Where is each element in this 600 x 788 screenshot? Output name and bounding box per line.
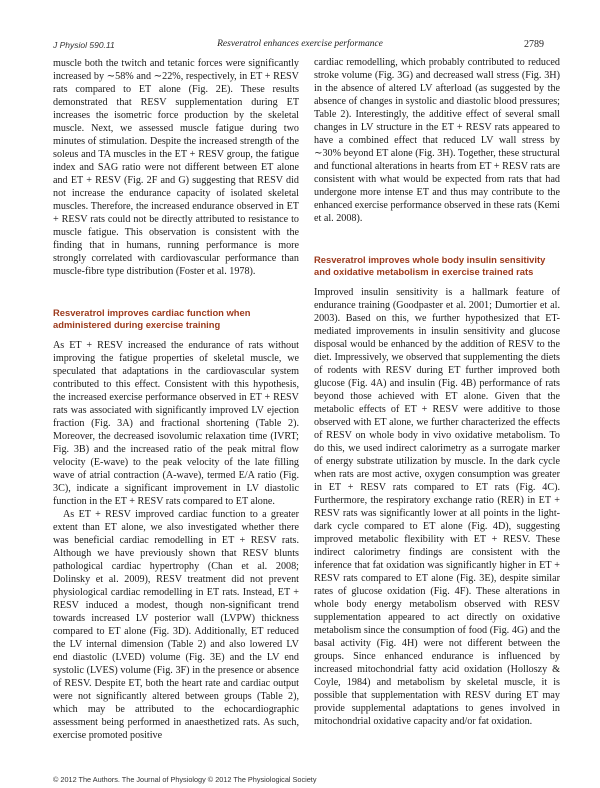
right-column [314,56,560,728]
page-number: 2789 [524,39,544,50]
left-column [53,57,299,742]
journal-citation: J Physiol 590.11 [53,40,115,50]
copyright-footer: © 2012 The Authors. The Journal of Physiology © 2012 The Physiological Society [53,775,317,784]
paragraph: muscle both the twitch and tetanic forces were significantly increased by ∼58% and ∼22%, respectively, in ET + RESV rats compared to ET alone (Fig. 2E). These results demonstrated that RESV supplementation during ET increases the isometric force production by the skeletal muscle. Next, we assessed muscle fatigue during two minutes of stimulation. Despite the increased strength of the soleus and TA muscles in the ET + RESV group, the fatigue index and SAG ratio were not different between ET alone and ET + RESV (Fig. 2F and G) suggesting that RESV did not increase the endurance capacity of isolated skeletal muscles. Therefore, the increased endurance observed in ET + RESV rats could not be directly attributed to resistance to muscle fatigue. This observation is consistent with the finding that in humans, running performance is more strongly correlated with cardiovascular performance than muscle-fibre type distribution (Foster et al. 1978). [53,58,299,277]
paragraph: Improved insulin sensitivity is a hallmark feature of endurance training (Goodpaster et al. 2001; Dumortier et al. 2003). Based on this, we further hypothesized that ET-mediated improvements in insulin sensitivity and glucose disposal would be enhanced by the addition of RESV to the diet. Impressively, we observed that supplementing the diets of rodents with RESV during ET further improved both glucose (Fig. 4A) and insulin (Fig. 4B) performance of rats beyond those achieved with ET alone. Given that the metabolic effects of ET + RESV were additive to those observed with ET alone, we further characterized the effects of RESV on whole body in vivo oxidative metabolism. To do this, we used indirect calorimetry as a surrogate marker of energy substrate utilization by muscle. In the dark cycle when rats are most active, oxygen consumption was greater in ET + RESV rats compared to ET rats (Fig. 4C). Furthermore, the respiratory exchange ratio (RER) in ET + RESV rats was significantly lower at all points in the light-dark cycle compared to ET alone (Fig. 4D), suggesting improved metabolic flexibility with ET + RESV. These indirect calorimetry findings are consistent with the inference that fat oxidation was significantly higher in ET + RESV rats compared to ET alone (Fig. 3E), despite similar rates of glucose oxidation (Fig. 4F). These alterations in whole body energy metabolism observed with RESV supplementation appeared to act directly on oxidative metabolism since the consumption of food (Fig. 4G) and the basal activity (Fig. 4H) were not different between the groups. Since enhanced endurance is influenced by increased mitochondrial fatty acid oxidation (Holloszy & Coyle, 1984) and metabolism by skeletal muscle, it is possible that supplementation with RESV during ET may provide supplemental adaptations to genes involved in mitochondrial oxidative capacity and/or fat oxidation. [314,286,560,727]
section-heading: Resveratrol improves whole body insulin sensitivity and oxidative metabolism in exercise trained rats [314,254,546,278]
section-heading: Resveratrol improves cardiac function when administered during exercise training [53,307,251,331]
paragraph: cardiac remodelling, which probably contributed to reduced stroke volume (Fig. 3G) and decreased wall stress (Fig. 3H) in the absence of altered LV afterload (as suggested by the absence of changes in systolic and diastolic blood pressures; Table 2). Interestingly, the additive effect of several small changes in LV structure in the ET + RESV rats appeared to have a combined effect that reduced LV wall stress by ∼30% beyond ET alone (Fig. 3H). Together, these structural and functional alterations in hearts from ET + RESV rats are consistent with what would be expected from rats that had undergone more intense ET and thus may contribute to the enhanced exercise performance observed in these rats (Kemi et al. 2008). [314,57,560,224]
paragraph: As ET + RESV increased the endurance of rats without improving the fatigue properties of skeletal muscle, we speculated that adaptations in the cardiovascular system contributed to this effect. Consistent with this hypothesis, the increased exercise performance observed in ET + RESV rats was associated with significantly improved LV ejection fraction (Fig. 3A) and fractional shortening (Table 2). Moreover, the decreased isovolumic relaxation time (IVRT; Fig. 3B) and the increased ratio of the peak mitral flow velocity (E-wave) to the peak velocity of the late filling wave of atrial contraction (A-wave), termed E/A ratio (Fig. 3C), indicate a significant improvement in LV diastolic function in the ET + RESV rats compared to ET alone. [53,339,299,507]
running-title: Resveratrol enhances exercise performance [217,39,383,49]
paragraph: As ET + RESV improved cardiac function to a greater extent than ET alone, we also investigated whether there was beneficial cardiac remodelling in ET + RESV rats. Although we have previously shown that RESV blunts pathological cardiac hypertrophy (Chan et al. 2008; Dolinsky et al. 2009), RESV treatment did not prevent physiological cardiac remodelling in ET rats. Instead, ET + RESV induced a modest, though non-significant trend towards increased LV posterior wall (LVPW) thickness compared to ET alone (Fig. 3D). Additionally, ET reduced the LV internal dimension (Table 2) and also lowered LV end diastolic (LVED) volume (Fig. 3E) and the LV end systolic (LVES) volume (Fig. 3F) in the presence or absence of RESV. Despite ET, both the heart rate and cardiac output were not significantly altered between groups (Table 2), which may be attributed to the echocardiographic assessment being performed in anaesthetized rats. As such, exercise promoted positive [53,508,299,741]
